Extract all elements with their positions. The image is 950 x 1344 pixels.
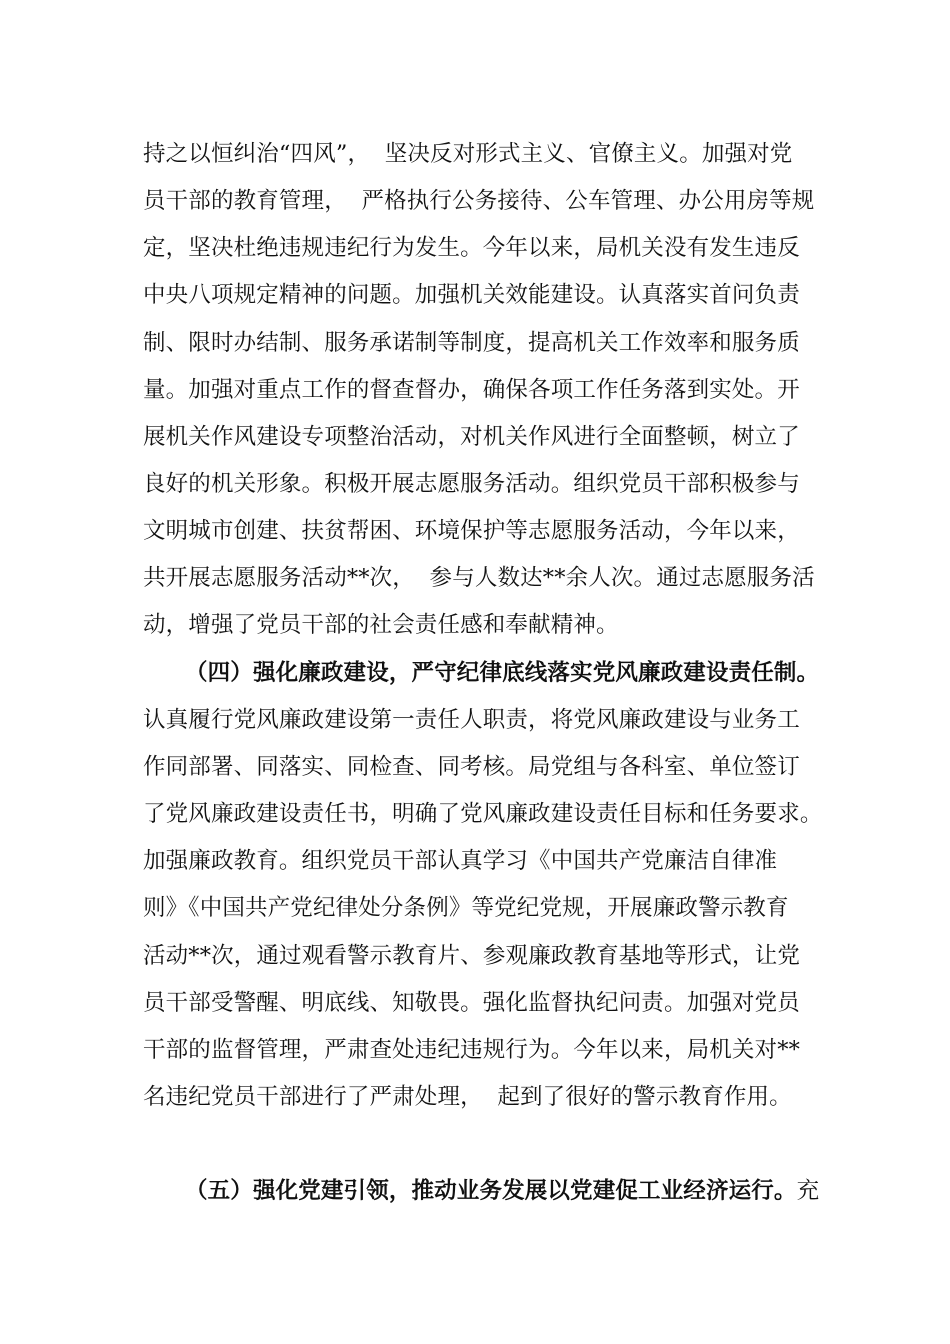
body-line-5: 制、限时办结制、服务承诺制等制度，提高机关工作效率和服务质 — [143, 330, 800, 356]
body-line-14: 了党风廉政建设责任书，明确了党风廉政建设责任目标和任务要求。 — [143, 801, 823, 827]
body-line-9: 文明城市创建、扶贫帮困、环境保护等志愿服务活动，今年以来， — [143, 518, 800, 544]
body-line-4: 中央八项规定精神的问题。加强机关效能建设。认真落实首问负责 — [143, 282, 800, 308]
body-line-3: 定，坚决杜绝违规违纪行为发生。今年以来，局机关没有发生违反 — [143, 235, 800, 261]
body-line-12: 认真履行党风廉政建设第一责任人职责，将党风廉政建设与业务工 — [143, 707, 800, 733]
body-line-17: 活动**次，通过观看警示教育片、参观廉政教育基地等形式，让党 — [143, 943, 801, 969]
body-line-15: 加强廉政教育。组织党员干部认真学习《中国共产党廉洁自律准 — [143, 848, 778, 874]
body-line-8: 良好的机关形象。积极开展志愿服务活动。组织党员干部积极参与 — [143, 471, 800, 497]
body-line-18: 员干部受警醒、明底线、知敬畏。强化监督执纪问责。加强对党员 — [143, 990, 800, 1016]
section-heading-4: （四）强化廉政建设，严守纪律底线落实党风廉政建设责任制。 — [185, 660, 820, 686]
body-line-20: 名违纪党员干部进行了严肃处理， 起到了很好的警示教育作用。 — [143, 1084, 792, 1110]
body-line-2: 员干部的教育管理， 严格执行公务接待、公车管理、办公用房等规 — [143, 188, 815, 214]
body-line-1: 持之以恒纠治“四风”， 坚决反对形式主义、官僚主义。加强对党 — [143, 141, 793, 167]
body-line-13: 作同部署、同落实、同检查、同考核。局党组与各科室、单位签订 — [143, 754, 800, 780]
section-heading-5: （五）强化党建引领，推动业务发展以党建促工业经济运行。 — [185, 1178, 797, 1204]
body-line-11: 动，增强了党员干部的社会责任感和奉献精神。 — [143, 612, 619, 638]
body-line-6: 量。加强对重点工作的督查督办，确保各项工作任务落到实处。开 — [143, 377, 800, 403]
body-line-10: 共开展志愿服务活动**次， 参与人数达**余人次。通过志愿服务活 — [143, 565, 815, 591]
body-line-21: 充 — [796, 1178, 820, 1204]
section-heading-5-line — [185, 1176, 819, 1206]
body-line-16: 则》《中国共产党纪律处分条例》等党纪党规，开展廉政警示教育 — [143, 895, 789, 921]
body-line-19: 干部的监督管理，严肃查处违纪违规行为。今年以来，局机关对** — [143, 1037, 801, 1063]
body-line-7: 展机关作风建设专项整治活动，对机关作风进行全面整顿，树立了 — [143, 424, 800, 450]
